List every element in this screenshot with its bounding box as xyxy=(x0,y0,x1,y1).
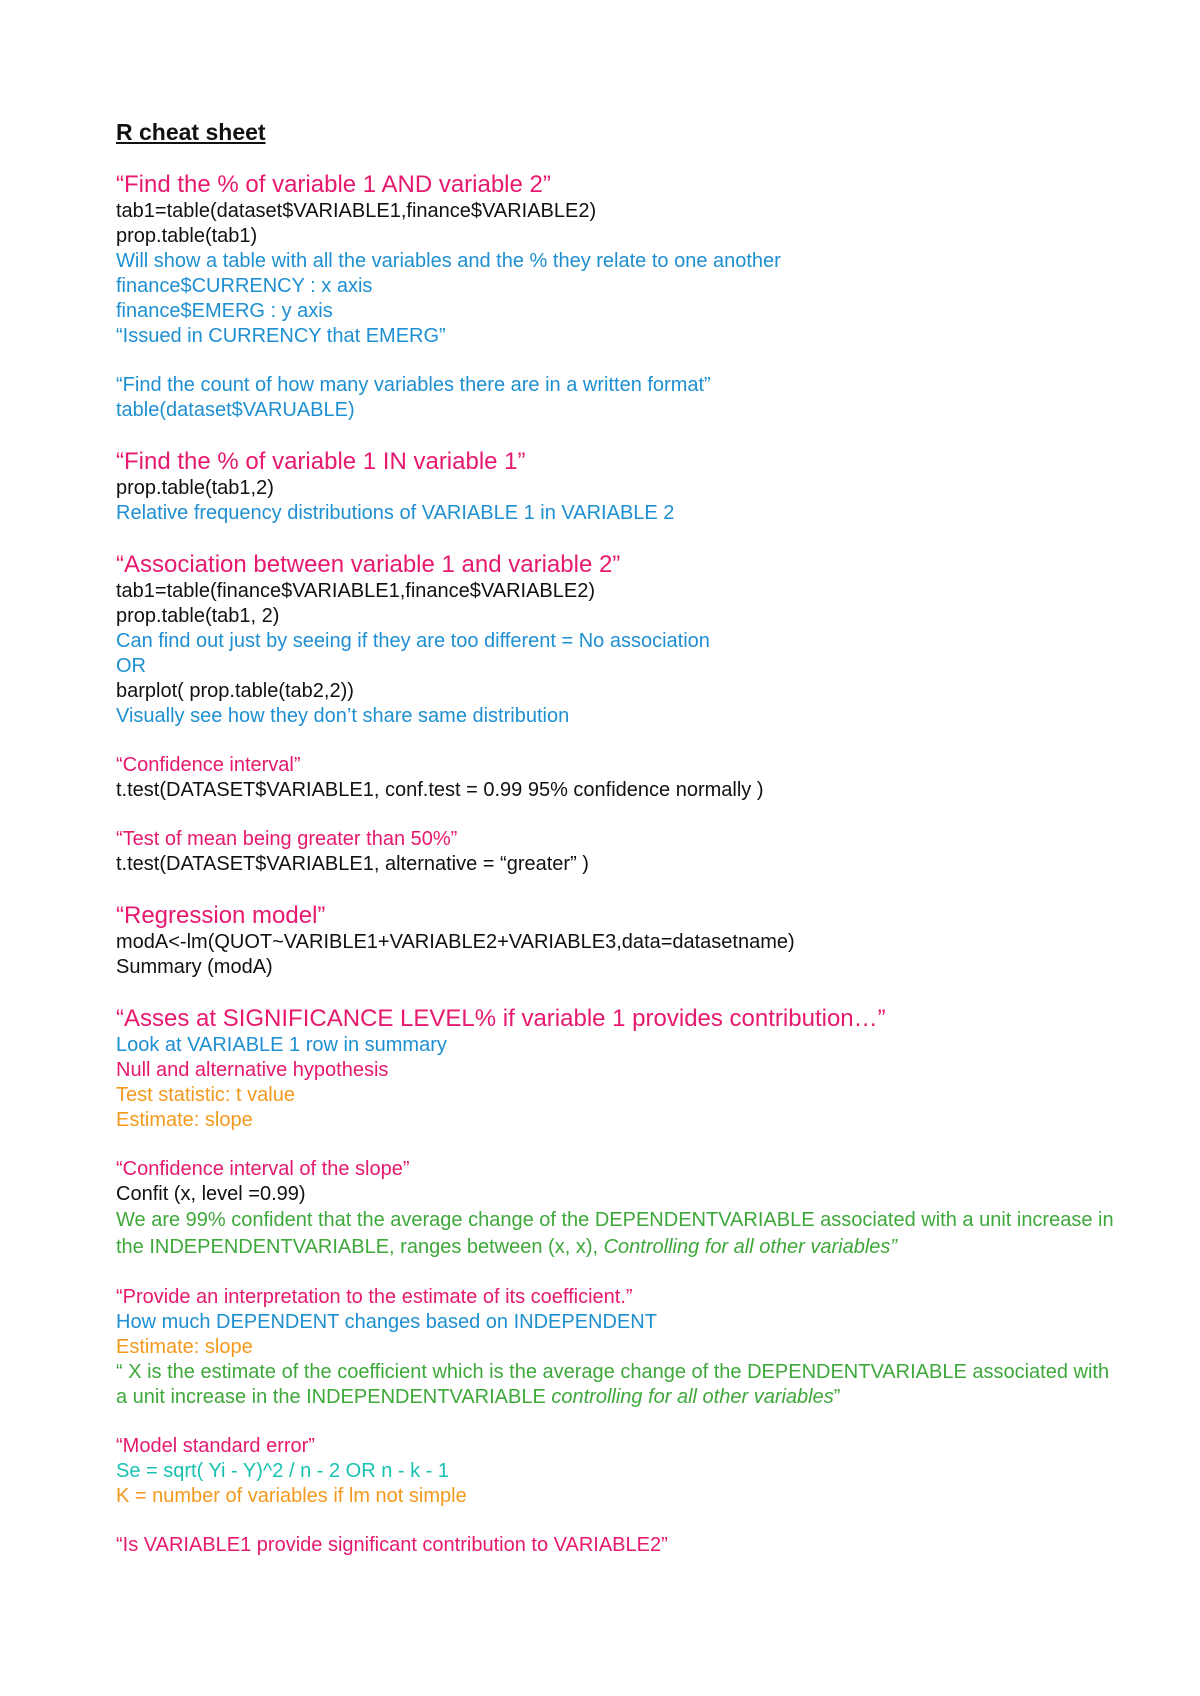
section-heading: “Regression model” xyxy=(116,902,326,929)
section-significant-contribution xyxy=(116,1533,1116,1558)
section-heading: “Test of mean being greater than 50%” xyxy=(116,828,458,850)
note-line: finance$CURRENCY : x axis xyxy=(116,275,373,297)
note-line: Estimate: slope xyxy=(116,1336,253,1358)
section-test-mean xyxy=(116,827,1116,877)
section-slope-confidence xyxy=(116,1157,1116,1261)
section-heading: “Asses at SIGNIFICANCE LEVEL% if variable 1 provides contribution…” xyxy=(116,1005,886,1032)
note-line: Visually see how they don’t share same distribution xyxy=(116,705,570,727)
section-heading: “Find the count of how many variables there are in a written format” xyxy=(116,374,711,396)
section-heading: “Find the % of variable 1 IN variable 1” xyxy=(116,448,526,475)
note-line: How much DEPENDENT changes based on INDEPENDENT xyxy=(116,1311,657,1333)
code-line: Summary (modA) xyxy=(116,956,273,978)
section-standard-error xyxy=(116,1434,1116,1509)
code-line: tab1=table(finance$VARIABLE1,finance$VARIABLE2) xyxy=(116,580,596,602)
note-line: OR xyxy=(116,655,146,677)
note-line: “Issued in CURRENCY that EMERG” xyxy=(116,325,446,347)
page-title: R cheat sheet xyxy=(116,119,266,145)
section-heading: “Confidence interval” xyxy=(116,754,301,776)
section-association xyxy=(116,550,1116,729)
code-line: t.test(DATASET$VARIABLE1, conf.test = 0.99 95% confidence normally ) xyxy=(116,779,764,801)
interpretation-text: “ X is the estimate of the coefficient which is the average change of the DEPENDENTVARIABLE associated with a unit increase in the INDEPENDENTVARIABLE xyxy=(116,1361,1110,1408)
note-line: Null and alternative hypothesis xyxy=(116,1059,389,1081)
interpretation-close: ” xyxy=(833,1386,841,1408)
code-line: t.test(DATASET$VARIABLE1, alternative = “greater” ) xyxy=(116,853,589,875)
note-line: Will show a table with all the variables and the % they relate to one another xyxy=(116,250,781,272)
note-line: Look at VARIABLE 1 row in summary xyxy=(116,1034,447,1056)
code-line: Confit (x, level =0.99) xyxy=(116,1183,306,1205)
section-heading: “Is VARIABLE1 provide significant contribution to VARIABLE2” xyxy=(116,1534,668,1556)
note-line: finance$EMERG : y axis xyxy=(116,300,333,322)
interpretation-text: We are 99% confident that the average change of the DEPENDENTVARIABLE associated with a unit increase in the INDEPENDENTVARIABLE, ranges between (x, x), xyxy=(116,1209,1114,1258)
section-heading: “Find the % of variable 1 AND variable 2” xyxy=(116,171,551,198)
code-line: barplot( prop.table(tab2,2)) xyxy=(116,680,354,702)
code-line: prop.table(tab1, 2) xyxy=(116,605,280,627)
interpretation-paragraph xyxy=(116,1207,1116,1261)
code-line: tab1=table(dataset$VARIABLE1,finance$VARIABLE2) xyxy=(116,200,597,222)
section-confidence-interval xyxy=(116,753,1116,803)
section-percent-and xyxy=(116,170,1116,349)
section-heading: “Provide an interpretation to the estimate of its coefficient.” xyxy=(116,1286,633,1308)
code-line: modA<-lm(QUOT~VARIBLE1+VARIABLE2+VARIABLE3,data=datasetname) xyxy=(116,931,795,953)
interpretation-italic: controlling for all other variables xyxy=(551,1386,834,1408)
section-count xyxy=(116,373,1116,423)
section-heading: “Model standard error” xyxy=(116,1435,315,1457)
note-line: Can find out just by seeing if they are too different = No association xyxy=(116,630,710,652)
note-line: Estimate: slope xyxy=(116,1109,253,1131)
section-heading: “Confidence interval of the slope” xyxy=(116,1158,410,1180)
interpretation-paragraph xyxy=(116,1360,1116,1410)
section-significance xyxy=(116,1004,1116,1133)
section-percent-in xyxy=(116,447,1116,526)
section-regression-model xyxy=(116,901,1116,980)
interpretation-italic: Controlling for all other variables” xyxy=(603,1236,898,1258)
code-line: table(dataset$VARUABLE) xyxy=(116,399,355,421)
section-heading: “Association between variable 1 and variable 2” xyxy=(116,551,621,578)
note-line: Test statistic: t value xyxy=(116,1084,295,1106)
note-line: K = number of variables if lm not simple xyxy=(116,1485,467,1507)
document-page xyxy=(116,116,1116,1582)
section-coefficient-interpretation xyxy=(116,1285,1116,1410)
code-line: prop.table(tab1) xyxy=(116,225,258,247)
code-line: prop.table(tab1,2) xyxy=(116,477,274,499)
note-line: Relative frequency distributions of VARIABLE 1 in VARIABLE 2 xyxy=(116,502,675,524)
formula-line: Se = sqrt( Yi - Y)^2 / n - 2 OR n - k - 1 xyxy=(116,1460,450,1482)
